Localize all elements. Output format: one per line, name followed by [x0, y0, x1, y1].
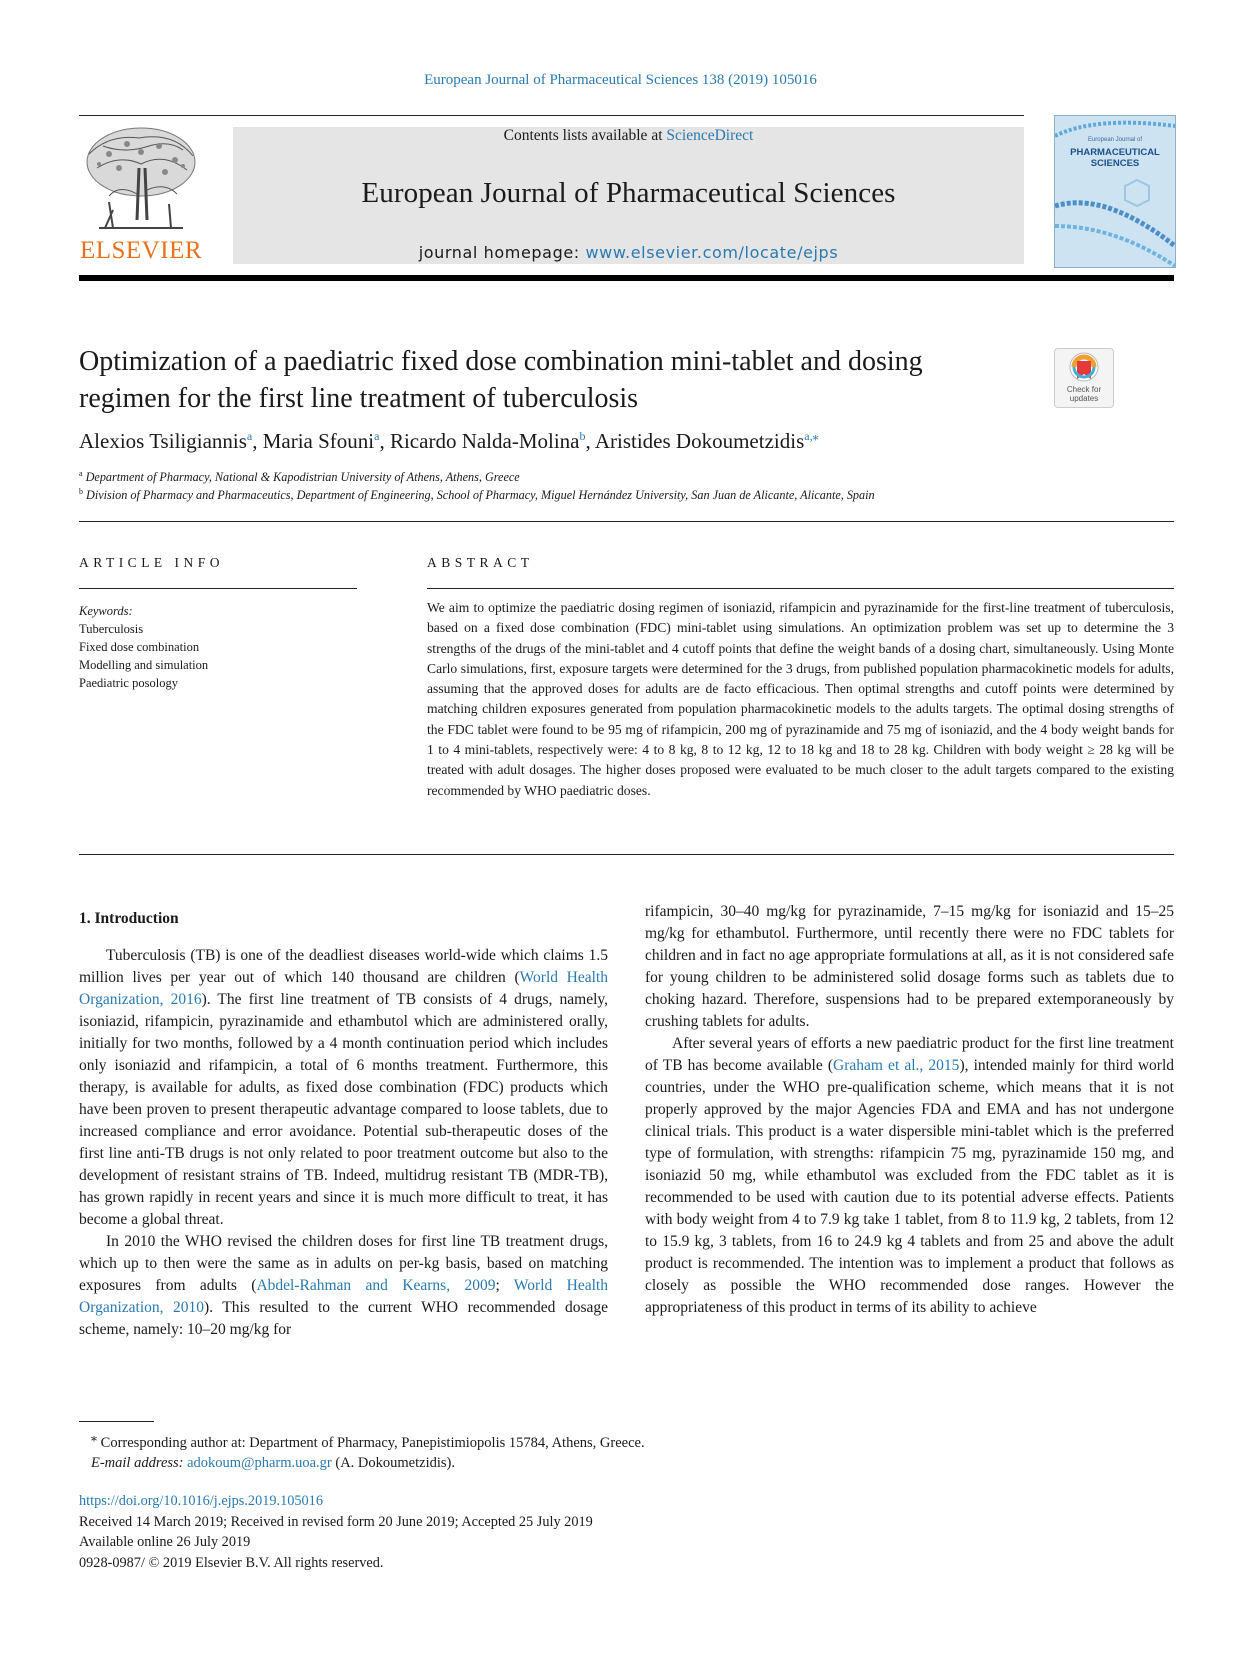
title-line-1: Optimization of a paediatric fixed dose combination mini-tablet and dosing — [79, 346, 923, 377]
author-affil-sup[interactable]: b — [579, 429, 586, 443]
abstract-heading: ABSTRACT — [427, 555, 534, 570]
article-info-heading: ARTICLE INFO — [79, 555, 225, 570]
email-owner: (A. Dokoumetzidis). — [335, 1454, 455, 1471]
homepage-prefix: journal homepage: — [418, 243, 580, 262]
keyword-item: Tuberculosis — [79, 622, 144, 636]
header-bottom-rule — [79, 275, 1174, 281]
cover-molecule-icon — [1055, 116, 1175, 267]
citation-link[interactable]: World Health Organization, 2010 — [79, 1277, 608, 1316]
email-link[interactable]: adokoum@pharm.uoa.gr — [187, 1454, 332, 1471]
body-paragraph — [79, 1231, 608, 1341]
contents-prefix: Contents lists available at — [503, 127, 663, 144]
article-meta — [79, 1491, 593, 1573]
body-paragraph: rifampicin, 30–40 mg/kg for pyrazinamide, 7–15 mg/kg for isoniazid and 15–25 mg/kg for ethambutol. Furthermore, until recently there were no FDC tablets for children and in fact no age appropriate formulations at all, as it is not considered safe for young children to be administered solid dosage forms such as tablets due to choking hazard. Therefore, suspensions had to be prepared extemporaneously by crushing tablets for adults. — [645, 903, 1174, 1030]
body-paragraph — [79, 945, 608, 1231]
crossmark-line1: Check for — [1066, 385, 1102, 394]
elsevier-wordmark: ELSEVIER — [79, 237, 203, 264]
received-dates: Received 14 March 2019; Received in revised form 20 June 2019; Accepted 25 July 2019 — [79, 1513, 593, 1530]
cover-small-text: European Journal of — [1087, 137, 1143, 143]
keyword-item: Fixed dose combination — [79, 640, 200, 654]
email-label: E-mail address: — [91, 1454, 184, 1471]
elsevier-logo — [79, 124, 203, 264]
section-heading-introduction: 1. Introduction — [79, 910, 179, 927]
abstract-rule — [427, 588, 1174, 589]
journal-title: European Journal of Pharmaceutical Sciences — [361, 177, 896, 209]
elsevier-tree-icon — [79, 124, 203, 236]
journal-cover[interactable] — [1054, 115, 1176, 268]
journal-reference[interactable]: European Journal of Pharmaceutical Sciences 138 (2019) 105016 — [424, 72, 817, 88]
body-paragraph — [645, 1033, 1174, 1319]
citation-link[interactable]: Abdel-Rahman and Kearns, 2009 — [256, 1277, 496, 1294]
author-affil-sup[interactable]: a — [374, 429, 380, 443]
sciencedirect-link[interactable]: ScienceDirect — [666, 127, 754, 144]
corresponding-author-note — [79, 1427, 645, 1473]
check-for-updates-badge[interactable] — [1054, 348, 1114, 408]
paragraph-text: ). This resulted to the current WHO recommended dosage scheme, namely: 10–20 mg/kg for — [79, 1299, 608, 1338]
keywords-label: Keywords: — [79, 604, 133, 618]
author-affil-sup[interactable]: a — [246, 429, 253, 443]
author-name[interactable]: Maria Sfouni — [262, 429, 375, 453]
footnote-rule — [79, 1421, 154, 1422]
doi-link[interactable]: https://doi.org/10.1016/j.ejps.2019.105016 — [79, 1493, 323, 1509]
crossmark-caption — [1055, 385, 1113, 403]
contents-line — [233, 127, 1024, 145]
cover-title-line2: SCIENCES — [1090, 158, 1140, 169]
body-right-column — [645, 901, 1174, 1319]
copyright: 0928-0987/ © 2019 Elsevier B.V. All rights reserved. — [79, 1554, 384, 1571]
affiliation-a — [79, 469, 520, 485]
corresponding-star: ⁎ — [91, 1430, 98, 1444]
keyword-item: Modelling and simulation — [79, 658, 209, 672]
affiliation-b — [79, 487, 875, 503]
body-left-column — [79, 945, 608, 1341]
homepage-line — [233, 243, 1024, 262]
citation-link[interactable]: World Health Organization, 2016 — [79, 969, 608, 1008]
paragraph-text: In 2010 the WHO revised the children doses for first line TB treatment drugs, which up to then were the same as in adults on per-kg basis, based on matching exposures from adults ( — [79, 1233, 608, 1294]
author-name[interactable]: Alexios Tsiligiannis — [79, 429, 247, 453]
abstract-text: We aim to optimize the paediatric dosing regimen of isoniazid, rifampicin and pyrazinamide for the first-line treatment of tuberculosis, based on a fixed dose combination (FDC) mini-tablet using simulations. An optimization problem was set up to determine the 3 strengths of the drugs of the mini-tablet and 4 cutoff points that define the weight bands of a dosing chart, simultaneously. Using Monte Carlo simulations, first, exposure targets were determined for the 3 drugs, from published population pharmacokinetic models for adults, assuming that the approved doses for adults are de facto efficacious. Then optimal strengths and cutoff points were determined by matching children exposures generated from population pharmacokinetic models to the adults targets. The optimal dosing strengths of the FDC tablet were found to be 95 mg of rifampicin, 200 mg of pyrazinamide and 75 mg of isoniazid, and the 4 body weight bands for 1 to 4 mini-tablets, respectively were: 4 to 8 kg, 8 to 12 kg, 12 to 18 kg and 18 to 28 kg. Children with body weight ≥ 28 kg will be treated with adult dosages. The higher doses proposed were evaluated to be much closer to the adult targets compared to the existing recommended by WHO paediatric doses. — [427, 600, 1174, 798]
abstract-bottom-rule — [79, 854, 1174, 855]
crossmark-line2: updates — [1069, 394, 1099, 403]
journal-banner — [233, 127, 1024, 264]
citation-link[interactable]: Graham et al., 2015 — [833, 1057, 960, 1074]
affiliation-marker: a — [79, 469, 83, 478]
homepage-link[interactable]: www.elsevier.com/locate/ejps — [585, 243, 839, 262]
paragraph-text: Tuberculosis (TB) is one of the deadliest diseases world-wide which claims 1.5 million lives per year out of which 140 thousand are children ( — [79, 947, 608, 986]
crossmark-icon — [1055, 349, 1113, 385]
affiliation-text: Department of Pharmacy, National & Kapodistrian University of Athens, Athens, Greece — [85, 470, 520, 485]
corresponding-text: Corresponding author at: Department of Pharmacy, Panepistimiopolis 15784, Athens, Greece. — [100, 1434, 645, 1451]
affiliation-marker: b — [79, 487, 83, 496]
title-line-2: regimen for the first line treatment of tuberculosis — [79, 383, 639, 414]
author-affil-sup[interactable]: a,⁎ — [804, 429, 819, 443]
author-name[interactable]: Aristides Dokoumetzidis — [594, 429, 805, 453]
citation-separator: ; — [495, 1277, 514, 1294]
author-name[interactable]: Ricardo Nalda-Molina — [389, 429, 580, 453]
article-info-rule — [79, 588, 357, 589]
keyword-item: Paediatric posology — [79, 676, 178, 690]
keywords-block — [79, 602, 208, 692]
paragraph-text: After several years of efforts a new paediatric product for the first line treatment of TB has become available ( — [645, 1035, 1174, 1074]
corresponding-line — [79, 1427, 645, 1453]
paragraph-text: ), intended mainly for third world countries, under the WHO pre-qualification scheme, which means that it is not properly approved by the major Agencies FDA and EMA and has not undergone clinical trials. This product is a water dispersible mini-tablet which is the preferred type of formulation, with strengths: rifampicin 75 mg, pyrazinamide 150 mg, and isoniazid 50 mg, while ethambutol was excluded from the FDC tablet as it is recommended to be used with caution due to its potential adverse effects. Patients with body weight from 4 to 7.9 kg take 1 tablet, from 8 to 11.9 kg, 2 tablets, from 12 to 15.9 kg, 3 tablets, from 16 to 24.9 kg 4 tablets and from 25 and above the adult product is recommended. The intention was to implement a product that follows as closely as possible the WHO recommended dose ranges. However the appropriateness of this product in terms of its ability to achieve — [645, 1057, 1175, 1316]
email-line — [79, 1453, 645, 1473]
paragraph-text: ). The first line treatment of TB consists of 4 drugs, namely, isoniazid, rifampicin, pyrazinamide and ethambutol which are administered orally, initially for two months, followed by a 4 month continuation period which includes only isoniazid and rifampicin, a total of 6 months treatment. Furthermore, this therapy, is available for adults, as fixed dose combination (FDC) products which have been proven to present therapeutic advantage compared to loose tablets, due to increased compliance and error avoidance. Potential sub-therapeutic doses of the first line anti-TB drugs is not only related to poor treatment outcome but also to the development of resistant strains of TB. Indeed, multidrug resistant TB (MDR-TB), has grown rapidly in recent years and since it is much more difficult to treat, it has become a global threat. — [79, 991, 608, 1228]
article-title — [79, 343, 1039, 417]
header-top-rule — [79, 115, 1024, 116]
info-top-rule — [79, 521, 1174, 522]
affiliation-text: Division of Pharmacy and Pharmaceutics, Department of Engineering, School of Pharmacy, Miguel Hernández University, San Juan de Alicante, Alicante, Spain — [86, 488, 875, 503]
author-list: Alexios Tsiligiannis$^a$, Maria Sfouni$^a$, Ricardo Nalda-Molina$^b$, Aristides Dokoumetzidis$^{a,⁎}$ — [79, 429, 819, 453]
cover-title-line1: PHARMACEUTICAL — [1070, 147, 1160, 158]
available-online: Available online 26 July 2019 — [79, 1534, 251, 1550]
